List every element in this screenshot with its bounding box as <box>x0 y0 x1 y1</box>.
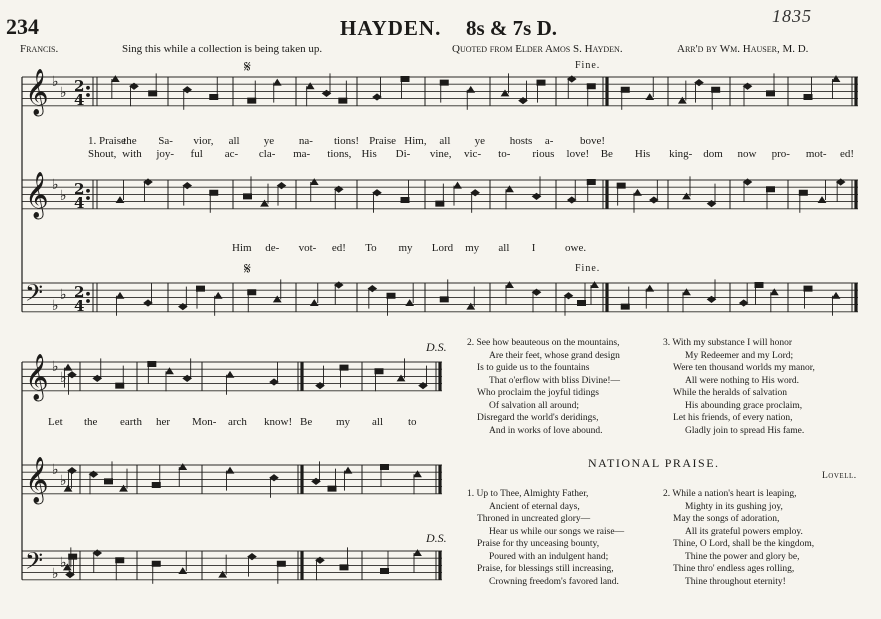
shape-note <box>401 77 409 82</box>
instruction: Sing this while a collection is being taken up. <box>122 43 323 55</box>
section-title: NATIONAL PRAISE. <box>588 456 720 470</box>
shape-note <box>537 80 545 85</box>
fine-marker: Fine. <box>575 60 601 71</box>
shape-note <box>799 190 807 195</box>
shape-note <box>381 465 389 470</box>
tune-title: HAYDEN. <box>340 16 442 40</box>
lyric-word: all <box>372 416 383 428</box>
shape-note <box>311 300 318 306</box>
lyric-word: cla- <box>258 148 276 160</box>
poet-credit: Francis. <box>20 43 59 55</box>
lyric-word: my <box>465 242 480 254</box>
segno-icon: 𝄋 <box>244 259 251 278</box>
shape-note <box>578 301 586 306</box>
lyric-word: earth <box>120 416 142 428</box>
shape-note <box>270 475 278 481</box>
lyric-word: ye <box>474 135 485 147</box>
arranger-credit: Arr'd by Wm. Hauser, M. D. <box>677 43 809 55</box>
lyric-word: tions, <box>327 148 352 160</box>
shape-note <box>375 369 383 374</box>
shape-note <box>804 95 812 100</box>
shape-note <box>406 300 413 306</box>
lyric-word: ed! <box>840 148 855 160</box>
shape-note <box>117 293 124 299</box>
lyric-word: Shout, <box>88 148 117 160</box>
shape-note <box>179 568 186 574</box>
shape-note <box>755 283 763 288</box>
time-signature: 4 <box>74 297 85 315</box>
lyric-word: vic- <box>464 148 482 160</box>
shape-note <box>215 293 222 299</box>
handwritten-note: 1835 <box>772 6 812 26</box>
lyric-word: all <box>498 242 510 254</box>
treble-clef-icon: 𝄞 <box>25 69 49 115</box>
shape-note <box>650 197 658 203</box>
shape-note <box>248 554 256 560</box>
treble-clef-icon: 𝄞 <box>25 354 49 400</box>
lyric-word: Let <box>48 416 63 428</box>
flat-icon: ♭ <box>52 462 59 479</box>
repeat-dot <box>87 300 90 303</box>
lyric-word: bove! <box>580 135 606 147</box>
flat-icon: ♭ <box>60 370 67 386</box>
flat-icon: ♭ <box>60 473 67 489</box>
shape-note <box>368 286 376 292</box>
repeat-dot <box>87 94 90 97</box>
fine-marker: Fine. <box>575 263 601 274</box>
time-signature: 2 <box>74 180 85 198</box>
ds-marker: D.S. <box>426 531 447 545</box>
shape-note <box>819 197 826 203</box>
shape-note <box>436 201 444 206</box>
shape-note <box>471 190 479 196</box>
shape-note <box>197 286 205 291</box>
shape-note <box>467 87 474 93</box>
lyric-word: Be <box>300 416 313 428</box>
shape-note <box>248 290 256 295</box>
shape-note <box>244 194 252 199</box>
shape-note <box>712 87 720 92</box>
shape-note <box>621 304 629 309</box>
lyric-word: ma- <box>293 148 311 160</box>
shape-note <box>621 87 629 92</box>
lyric-word: vot- <box>298 242 317 254</box>
shape-note <box>646 94 653 100</box>
shape-note <box>148 362 156 367</box>
lyric-word: a- <box>544 135 554 147</box>
shape-note <box>345 468 352 474</box>
author-credit: Lovell. <box>822 471 857 481</box>
time-signature: 2 <box>74 77 85 95</box>
national-verse-1: 1. Up to Thee, Almighty Father, Ancient of eternal days, Throned in uncreated glory— Hear us while our songs we raise— Praise for thy unceasing bounty, Poured with an indulgent hand; Praise, for blessings still increasing, Crowning freedom's favored land. <box>467 489 625 587</box>
flat-icon: ♭ <box>52 565 59 582</box>
lyric-word: hosts <box>509 135 533 147</box>
lyric-word: Lord <box>431 242 454 254</box>
lyric-word: rious <box>532 148 555 160</box>
shape-note <box>617 183 625 188</box>
lyric-word: Praise <box>369 135 397 147</box>
lyric-word: ye <box>263 135 275 147</box>
lyric-word: tions! <box>334 135 360 147</box>
shape-note <box>183 87 191 93</box>
shape-note <box>339 98 347 103</box>
shape-note <box>587 180 595 185</box>
shape-note <box>387 293 395 298</box>
shape-note <box>144 300 152 306</box>
lyric-word: His <box>361 148 377 160</box>
shape-note <box>340 565 348 570</box>
shape-note <box>373 94 381 100</box>
lyric-word: 1. Praise <box>88 135 126 147</box>
lyric-word: to <box>408 416 417 428</box>
time-signature: 4 <box>74 91 85 109</box>
shape-note <box>440 80 448 85</box>
national-verse-2: 2. While a nation's heart is leaping, Mighty in its gushing joy, May the songs of adoration, All its grateful powers employ. Thine, O Lord, shall be the kingdom, Thine the power and glory be, Thine thro' endless ages rolling, Thine throughout eternity! <box>663 489 815 587</box>
shape-note <box>152 483 160 488</box>
lyric-word: all <box>439 135 451 147</box>
lyric-word: na- <box>298 135 313 147</box>
shape-note <box>565 293 573 299</box>
flat-icon: ♭ <box>60 287 67 303</box>
source-credit: Quoted from Elder Amos S. Hayden. <box>452 43 623 55</box>
shape-note <box>440 297 448 302</box>
shape-note <box>227 372 234 378</box>
lyric-word: de- <box>265 242 280 254</box>
lyric-word: ed! <box>331 242 346 254</box>
shape-note <box>454 183 461 189</box>
shape-note <box>340 365 348 370</box>
shape-note <box>68 372 76 378</box>
shape-note <box>116 558 124 563</box>
shape-note <box>278 183 286 189</box>
shape-note <box>105 479 113 484</box>
lyric-word: love! <box>566 148 590 160</box>
lyric-word: now <box>737 148 757 160</box>
repeat-dot <box>87 197 90 200</box>
repeat-dot <box>87 292 90 295</box>
treble-clef-icon: 𝄞 <box>25 457 49 503</box>
repeat-dot <box>87 189 90 192</box>
shape-note <box>149 91 157 96</box>
lyric-word: vior, <box>193 135 214 147</box>
lyric-word: Sa- <box>158 135 173 147</box>
time-signature: 4 <box>74 194 85 212</box>
lyric-word: joy- <box>156 148 175 160</box>
lyric-word: the <box>123 135 137 147</box>
lyric-word: know! <box>264 416 293 428</box>
verse-2: 2. See how beauteous on the mountains, Are their feet, whose grand design Is to guide us to the fountains That o'erflow with bliss Divine!— Who proclaim the joyful tidings Of salvation all around; Disregard the world's deridings, And in works of love abound. <box>467 338 620 436</box>
shape-note <box>328 486 336 491</box>
ds-marker: D.S. <box>426 340 447 354</box>
shape-note <box>68 468 76 474</box>
shape-note <box>373 190 381 196</box>
shape-note <box>227 468 234 474</box>
shape-note <box>767 91 775 96</box>
shape-note <box>695 80 703 86</box>
shape-note <box>767 187 775 192</box>
tune-meter: 8s & 7s D. <box>466 16 558 40</box>
time-signature: 2 <box>74 283 85 301</box>
shape-note <box>401 198 409 203</box>
flat-icon: ♭ <box>60 85 67 101</box>
flat-icon: ♭ <box>60 188 67 204</box>
shape-note <box>587 84 595 89</box>
shape-note <box>646 286 653 292</box>
shape-note <box>69 554 77 559</box>
lyric-word: my <box>336 416 351 428</box>
lyric-word: His <box>634 148 651 160</box>
lyric-word: I <box>531 242 536 254</box>
shape-note <box>277 561 285 566</box>
shape-note <box>152 561 160 566</box>
verse-3: 3. With my substance I will honor My Redeemer and my Lord; Were ten thousand worlds my manor, All were nothing to His word. While the heralds of salvation His abounding grace proclaim, Let his friends, of every nation, Gladly join to spread His fame. <box>663 338 815 436</box>
shape-note <box>116 383 124 388</box>
bass-clef-icon: 𝄢 <box>25 547 44 580</box>
lyric-word: Him, <box>404 135 427 147</box>
lyric-word: To <box>365 242 377 254</box>
lyric-word: mot- <box>805 148 827 160</box>
lyric-word: Be <box>600 148 613 160</box>
lyric-word: with <box>122 148 142 160</box>
treble-clef-icon: 𝄞 <box>25 172 49 218</box>
lyric-word: to- <box>498 148 511 160</box>
flat-icon: ♭ <box>60 555 67 571</box>
shape-note <box>270 379 278 385</box>
flat-icon: ♭ <box>52 177 59 194</box>
lyric-word: vine, <box>429 148 452 160</box>
shape-note <box>568 197 576 203</box>
lyric-word: my <box>398 242 413 254</box>
lyric-word: the <box>84 416 98 428</box>
lyric-word: owe. <box>565 242 587 254</box>
lyric-word: pro- <box>771 148 790 160</box>
lyric-word: arch <box>228 416 247 428</box>
shape-note <box>117 197 124 203</box>
lyric-word: Him <box>232 242 252 254</box>
lyric-word: all <box>228 135 240 147</box>
segno-icon: 𝄋 <box>244 57 251 76</box>
lyric-word: her <box>156 416 171 428</box>
shape-note <box>740 300 748 306</box>
flat-icon: ♭ <box>52 74 59 91</box>
shape-note <box>248 98 256 103</box>
shape-note <box>210 95 218 100</box>
repeat-dot <box>87 86 90 89</box>
shape-note <box>833 293 840 299</box>
bass-clef-icon: 𝄢 <box>25 279 44 312</box>
lyric-word: ful <box>190 148 203 160</box>
page-number: 234 <box>6 14 39 39</box>
flat-icon: ♭ <box>52 359 59 376</box>
shape-note <box>274 80 281 86</box>
lyric-word: ac- <box>224 148 239 160</box>
shape-note <box>381 569 389 574</box>
shape-note <box>804 286 812 291</box>
shape-note <box>634 190 641 196</box>
lyric-word: dom <box>703 148 723 160</box>
lyric-word: king- <box>669 148 693 160</box>
lyric-word: Mon- <box>192 416 217 428</box>
shape-note <box>210 190 218 195</box>
shape-note <box>183 183 191 189</box>
lyric-word: Di- <box>395 148 411 160</box>
flat-icon: ♭ <box>52 297 59 314</box>
